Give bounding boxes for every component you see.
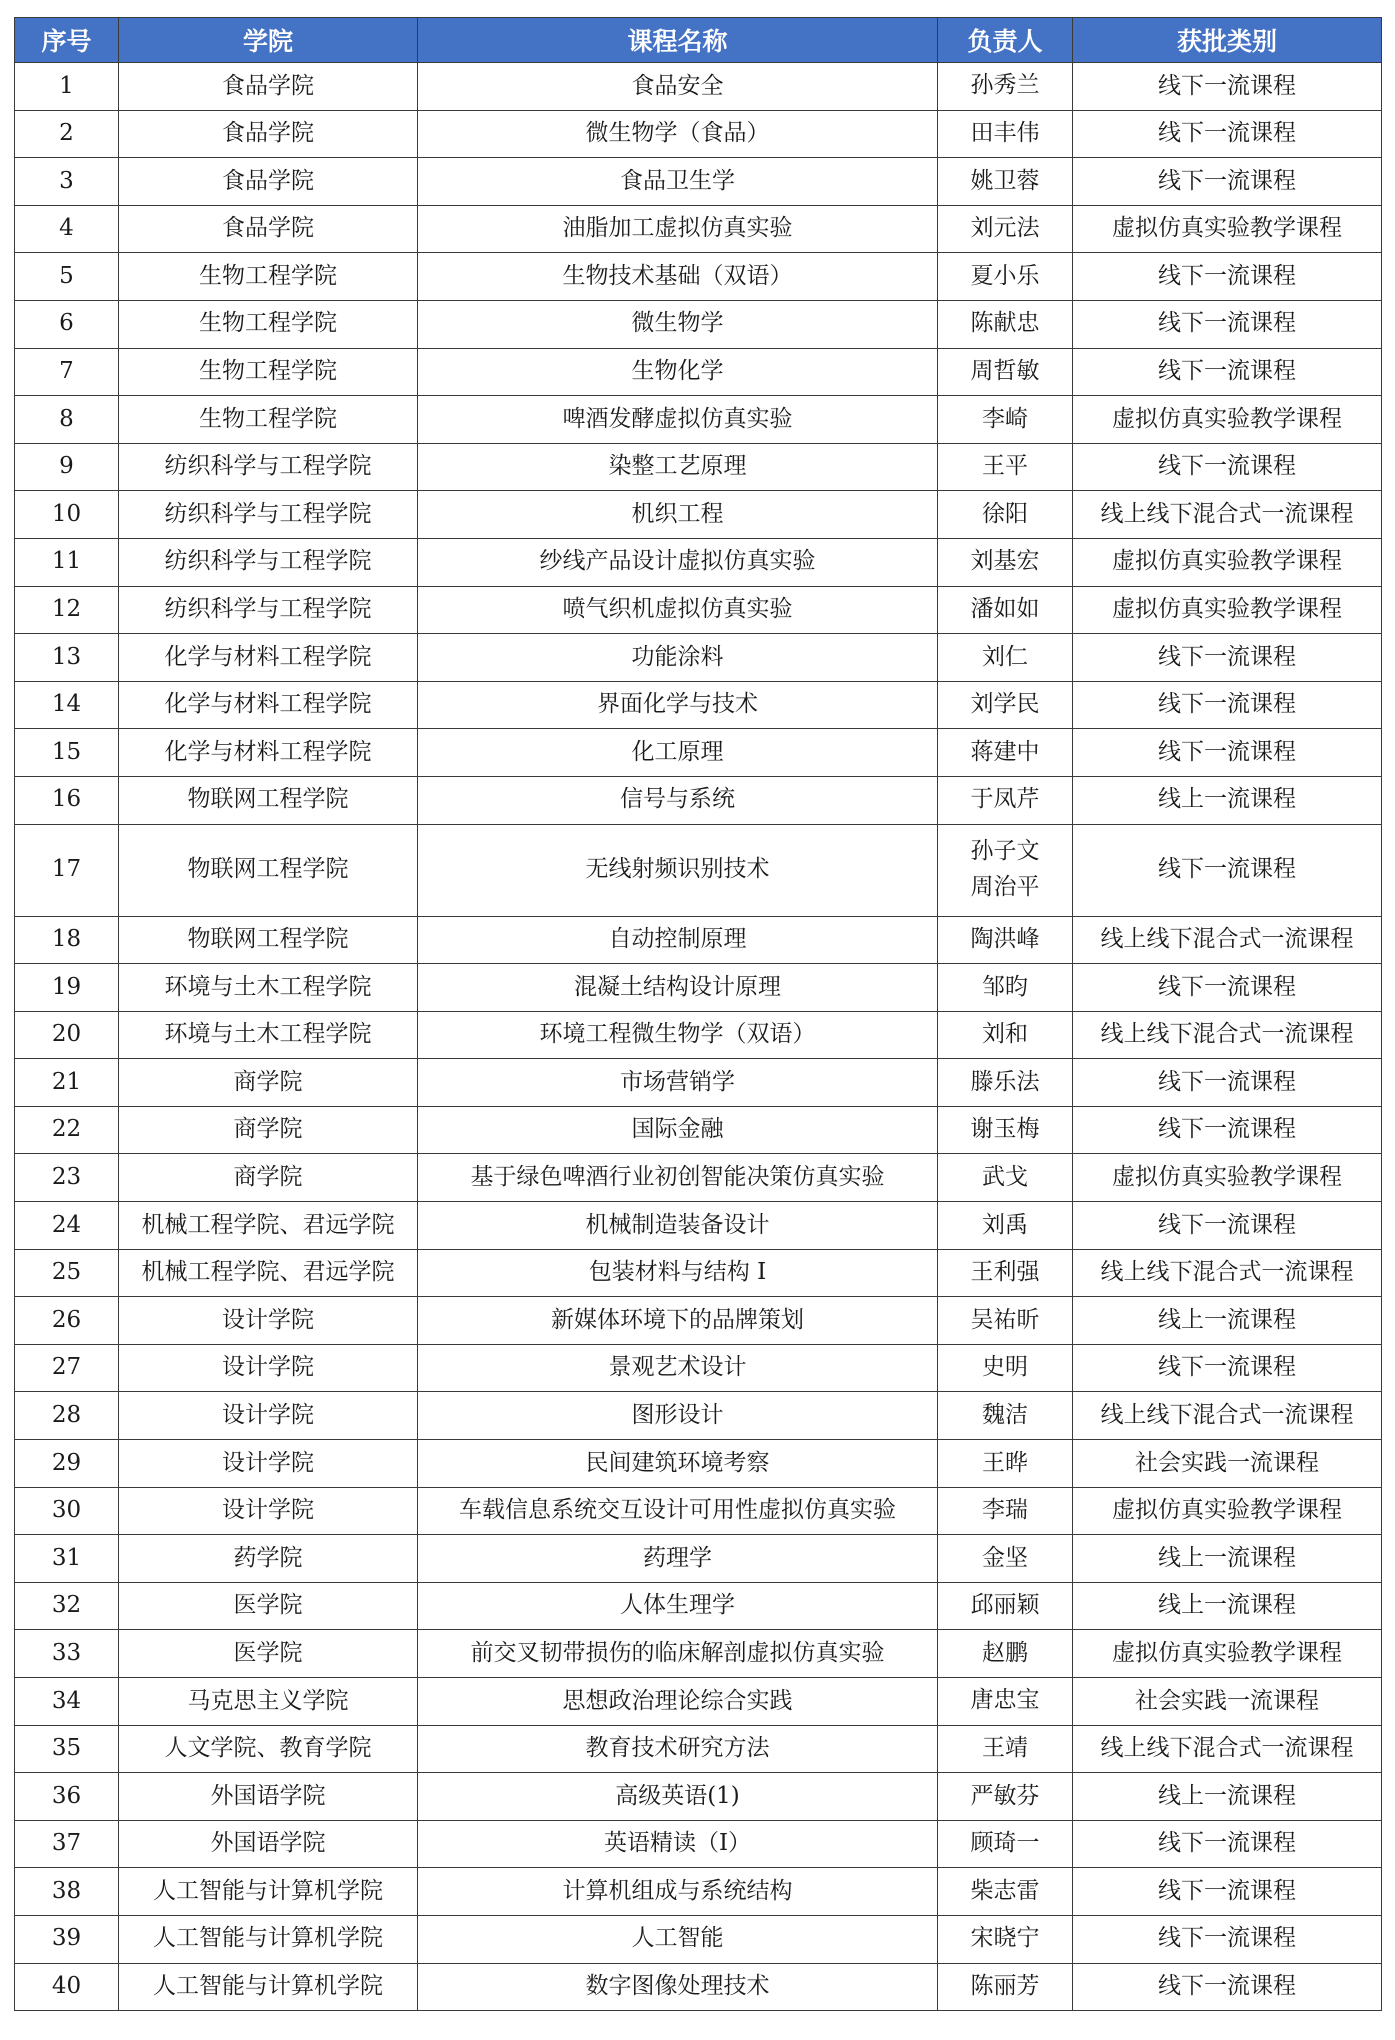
- leader-name: 蒋建中: [970, 738, 1040, 765]
- cell-college: 物联网工程学院: [119, 824, 418, 916]
- table-row: [15, 1773, 1382, 1821]
- cell-course: 生物技术基础（双语）: [418, 253, 938, 301]
- leader-name: 潘如如: [970, 596, 1040, 622]
- cell-course: 车载信息系统交互设计可用性虚拟仿真实验: [418, 1487, 938, 1535]
- table-row: [15, 1868, 1382, 1916]
- cell-index: 2: [15, 110, 119, 158]
- cell-college: 物联网工程学院: [119, 916, 418, 964]
- cell-college: 纺织科学与工程学院: [119, 586, 418, 634]
- cell-college: 化学与材料工程学院: [119, 681, 418, 729]
- table-row: [15, 634, 1382, 682]
- leader-name: 滕乐法: [970, 1068, 1040, 1095]
- cell-college: 环境与土木工程学院: [119, 964, 418, 1012]
- cell-course: 纱线产品设计虚拟仿真实验: [418, 538, 938, 586]
- header-leader: 负责人: [938, 18, 1073, 63]
- cell-leader: [938, 491, 1073, 539]
- table-row: [15, 205, 1382, 253]
- cell-college: 外国语学院: [119, 1773, 418, 1821]
- cell-index: 8: [15, 396, 119, 444]
- cell-category: 线上一流课程: [1073, 776, 1382, 824]
- leader-name: 宋晓宁: [970, 1925, 1040, 1952]
- cell-course: 计算机组成与系统结构: [418, 1868, 938, 1916]
- cell-category: 线下一流课程: [1073, 1202, 1382, 1250]
- cell-category: 线上线下混合式一流课程: [1073, 491, 1382, 539]
- cell-leader: [938, 1106, 1073, 1154]
- leader-name: 李瑞: [982, 1497, 1028, 1524]
- cell-category: 虚拟仿真实验教学课程: [1073, 1154, 1382, 1202]
- cell-category: 虚拟仿真实验教学课程: [1073, 1487, 1382, 1535]
- leader-name: 金坚: [982, 1544, 1028, 1571]
- cell-college: 物联网工程学院: [119, 776, 418, 824]
- cell-college: 生物工程学院: [119, 396, 418, 444]
- cell-leader: [938, 1487, 1073, 1535]
- cell-category: 线下一流课程: [1073, 1344, 1382, 1392]
- table-row: [15, 1249, 1382, 1297]
- cell-course: 英语精读（I）: [418, 1820, 938, 1868]
- cell-category: 线上一流课程: [1073, 1535, 1382, 1583]
- cell-leader: [938, 110, 1073, 158]
- cell-index: 25: [15, 1249, 119, 1297]
- cell-college: 化学与材料工程学院: [119, 729, 418, 777]
- cell-category: 线上线下混合式一流课程: [1073, 1725, 1382, 1773]
- cell-leader: [938, 443, 1073, 491]
- cell-leader: [938, 1725, 1073, 1773]
- cell-index: 17: [15, 824, 119, 916]
- table-row: [15, 348, 1382, 396]
- cell-leader: [938, 916, 1073, 964]
- header-category: 获批类别: [1073, 18, 1382, 63]
- cell-category: 线下一流课程: [1073, 348, 1382, 396]
- cell-course: 人体生理学: [418, 1582, 938, 1630]
- cell-index: 20: [15, 1011, 119, 1059]
- cell-leader: [938, 300, 1073, 348]
- cell-index: 27: [15, 1344, 119, 1392]
- leader-name: 邹昀: [982, 973, 1028, 1000]
- cell-course: 喷气织机虚拟仿真实验: [418, 586, 938, 634]
- cell-course: 思想政治理论综合实践: [418, 1678, 938, 1726]
- table-row: [15, 1915, 1382, 1963]
- cell-category: 线上一流课程: [1073, 1297, 1382, 1345]
- cell-category: 线下一流课程: [1073, 1106, 1382, 1154]
- cell-course: 油脂加工虚拟仿真实验: [418, 205, 938, 253]
- cell-course: 信号与系统: [418, 776, 938, 824]
- cell-category: 虚拟仿真实验教学课程: [1073, 1630, 1382, 1678]
- leader-name: 孙秀兰: [970, 72, 1040, 99]
- cell-index: 1: [15, 63, 119, 111]
- cell-college: 设计学院: [119, 1440, 418, 1488]
- cell-category: 线下一流课程: [1073, 1059, 1382, 1107]
- table-row: [15, 916, 1382, 964]
- cell-course: 生物化学: [418, 348, 938, 396]
- table-row: [15, 1059, 1382, 1107]
- cell-college: 外国语学院: [119, 1820, 418, 1868]
- cell-course: 景观艺术设计: [418, 1344, 938, 1392]
- cell-category: 虚拟仿真实验教学课程: [1073, 205, 1382, 253]
- leader-name: 周哲敏: [970, 358, 1040, 385]
- table-row: [15, 1440, 1382, 1488]
- leader-name: 刘和: [982, 1021, 1028, 1048]
- table-row: [15, 1154, 1382, 1202]
- cell-index: 15: [15, 729, 119, 777]
- table-row: [15, 491, 1382, 539]
- cell-course: 前交叉韧带损伤的临床解剖虚拟仿真实验: [418, 1630, 938, 1678]
- leader-name: 唐忠宝: [970, 1687, 1040, 1714]
- cell-leader: [938, 964, 1073, 1012]
- cell-index: 5: [15, 253, 119, 301]
- leader-name: 夏小乐: [970, 262, 1040, 289]
- cell-leader: [938, 1011, 1073, 1059]
- cell-index: 13: [15, 634, 119, 682]
- cell-course: 自动控制原理: [418, 916, 938, 964]
- leader-name: 赵鹏: [982, 1639, 1028, 1666]
- cell-course: 微生物学（食品）: [418, 110, 938, 158]
- cell-leader: [938, 1344, 1073, 1392]
- cell-category: 虚拟仿真实验教学课程: [1073, 538, 1382, 586]
- table-row: [15, 1963, 1382, 2011]
- leader-name: 魏洁: [982, 1401, 1028, 1428]
- cell-leader: [938, 1773, 1073, 1821]
- cell-college: 生物工程学院: [119, 253, 418, 301]
- cell-college: 食品学院: [119, 110, 418, 158]
- cell-category: 线下一流课程: [1073, 964, 1382, 1012]
- cell-course: 无线射频识别技术: [418, 824, 938, 916]
- cell-leader: [938, 1297, 1073, 1345]
- cell-college: 设计学院: [119, 1392, 418, 1440]
- table-row: [15, 1344, 1382, 1392]
- leader-name: 陈献忠: [970, 310, 1040, 337]
- cell-college: 食品学院: [119, 158, 418, 206]
- table-row: [15, 110, 1382, 158]
- cell-index: 28: [15, 1392, 119, 1440]
- leader-name: 刘仁: [982, 643, 1028, 670]
- leader-name: 严敏芬: [970, 1782, 1040, 1809]
- table-row: [15, 1582, 1382, 1630]
- cell-college: 纺织科学与工程学院: [119, 443, 418, 491]
- cell-college: 设计学院: [119, 1344, 418, 1392]
- cell-index: 26: [15, 1297, 119, 1345]
- cell-college: 人文学院、教育学院: [119, 1725, 418, 1773]
- cell-leader: [938, 348, 1073, 396]
- cell-leader: [938, 1915, 1073, 1963]
- cell-index: 4: [15, 205, 119, 253]
- cell-index: 37: [15, 1820, 119, 1868]
- cell-leader: [938, 1059, 1073, 1107]
- cell-leader: [938, 1820, 1073, 1868]
- cell-course: 市场营销学: [418, 1059, 938, 1107]
- cell-index: 30: [15, 1487, 119, 1535]
- leader-name: 陶洪峰: [970, 925, 1040, 952]
- table-row: [15, 538, 1382, 586]
- cell-college: 食品学院: [119, 63, 418, 111]
- cell-index: 24: [15, 1202, 119, 1250]
- cell-category: 线下一流课程: [1073, 443, 1382, 491]
- cell-leader: [938, 1535, 1073, 1583]
- cell-category: 线下一流课程: [1073, 63, 1382, 111]
- cell-leader: [938, 681, 1073, 729]
- table-row: [15, 1202, 1382, 1250]
- cell-category: 虚拟仿真实验教学课程: [1073, 396, 1382, 444]
- table-row: [15, 1678, 1382, 1726]
- cell-leader: [938, 1630, 1073, 1678]
- leader-name: 姚卫蓉: [970, 167, 1040, 194]
- cell-category: 线下一流课程: [1073, 681, 1382, 729]
- cell-college: 商学院: [119, 1106, 418, 1154]
- cell-course: 包装材料与结构 I: [418, 1249, 938, 1297]
- cell-college: 生物工程学院: [119, 300, 418, 348]
- cell-index: 12: [15, 586, 119, 634]
- cell-college: 环境与土木工程学院: [119, 1011, 418, 1059]
- leader-name: 陈丽芳: [970, 1973, 1040, 2000]
- cell-index: 14: [15, 681, 119, 729]
- cell-college: 食品学院: [119, 205, 418, 253]
- leader-name: 刘学民: [970, 691, 1040, 718]
- cell-category: 线下一流课程: [1073, 253, 1382, 301]
- table-row: [15, 964, 1382, 1012]
- table-row: [15, 681, 1382, 729]
- cell-category: 线上一流课程: [1073, 1582, 1382, 1630]
- leader-name: 王靖: [982, 1735, 1028, 1762]
- table-row: [15, 1487, 1382, 1535]
- cell-index: 6: [15, 300, 119, 348]
- cell-course: 新媒体环境下的品牌策划: [418, 1297, 938, 1345]
- cell-course: 机织工程: [418, 491, 938, 539]
- cell-index: 38: [15, 1868, 119, 1916]
- cell-index: 10: [15, 491, 119, 539]
- cell-leader: [938, 586, 1073, 634]
- cell-course: 基于绿色啤酒行业初创智能决策仿真实验: [418, 1154, 938, 1202]
- cell-course: 化工原理: [418, 729, 938, 777]
- cell-course: 民间建筑环境考察: [418, 1440, 938, 1488]
- cell-category: 线上线下混合式一流课程: [1073, 1011, 1382, 1059]
- cell-index: 35: [15, 1725, 119, 1773]
- header-course: 课程名称: [418, 18, 938, 63]
- header-index: 序号: [15, 18, 119, 63]
- table-row: [15, 253, 1382, 301]
- cell-course: 食品卫生学: [418, 158, 938, 206]
- cell-category: 线下一流课程: [1073, 729, 1382, 777]
- cell-category: 线下一流课程: [1073, 1868, 1382, 1916]
- cell-college: 生物工程学院: [119, 348, 418, 396]
- cell-leader: [938, 1963, 1073, 2011]
- table-row: [15, 63, 1382, 111]
- cell-index: 23: [15, 1154, 119, 1202]
- table-row: [15, 824, 1382, 916]
- cell-leader: [938, 1868, 1073, 1916]
- leader-name: 于凤芹: [970, 786, 1040, 813]
- cell-index: 29: [15, 1440, 119, 1488]
- cell-category: 虚拟仿真实验教学课程: [1073, 586, 1382, 634]
- cell-college: 商学院: [119, 1059, 418, 1107]
- leader-name: 王平: [982, 453, 1028, 480]
- cell-index: 21: [15, 1059, 119, 1107]
- cell-course: 微生物学: [418, 300, 938, 348]
- cell-course: 人工智能: [418, 1915, 938, 1963]
- header-row: [15, 18, 1382, 63]
- cell-college: 人工智能与计算机学院: [119, 1915, 418, 1963]
- cell-course: 教育技术研究方法: [418, 1725, 938, 1773]
- cell-course: 药理学: [418, 1535, 938, 1583]
- cell-leader: [938, 158, 1073, 206]
- cell-college: 人工智能与计算机学院: [119, 1963, 418, 2011]
- cell-index: 19: [15, 964, 119, 1012]
- table-row: [15, 1725, 1382, 1773]
- cell-category: 线下一流课程: [1073, 1915, 1382, 1963]
- cell-college: 商学院: [119, 1154, 418, 1202]
- cell-index: 36: [15, 1773, 119, 1821]
- cell-college: 化学与材料工程学院: [119, 634, 418, 682]
- leader-name: 周治平: [970, 874, 1040, 900]
- leader-name: 史明: [982, 1354, 1028, 1381]
- cell-index: 16: [15, 776, 119, 824]
- cell-leader: [938, 1440, 1073, 1488]
- leader-name: 谢玉梅: [970, 1116, 1040, 1143]
- table-row: [15, 1392, 1382, 1440]
- leader-name: 孙子文: [970, 838, 1040, 865]
- cell-course: 图形设计: [418, 1392, 938, 1440]
- cell-course: 机械制造装备设计: [418, 1202, 938, 1250]
- table-row: [15, 158, 1382, 206]
- cell-category: 线上线下混合式一流课程: [1073, 1249, 1382, 1297]
- table-row: [15, 729, 1382, 777]
- leader-name: 王晔: [982, 1449, 1028, 1476]
- table-row: [15, 1011, 1382, 1059]
- leader-name: 顾琦一: [970, 1830, 1040, 1857]
- course-table: [14, 17, 1382, 2011]
- cell-course: 环境工程微生物学（双语）: [418, 1011, 938, 1059]
- leader-name: 刘禹: [982, 1211, 1028, 1238]
- cell-index: 40: [15, 1963, 119, 2011]
- cell-course: 啤酒发酵虚拟仿真实验: [418, 396, 938, 444]
- leader-name: 李崎: [982, 405, 1028, 432]
- cell-index: 3: [15, 158, 119, 206]
- cell-category: 线下一流课程: [1073, 824, 1382, 916]
- cell-leader: [938, 729, 1073, 777]
- cell-category: 社会实践一流课程: [1073, 1678, 1382, 1726]
- table-row: [15, 1535, 1382, 1583]
- cell-leader: [938, 634, 1073, 682]
- cell-college: 设计学院: [119, 1297, 418, 1345]
- cell-leader: [938, 1392, 1073, 1440]
- leader-name: 刘元法: [970, 215, 1040, 242]
- cell-index: 22: [15, 1106, 119, 1154]
- cell-course: 数字图像处理技术: [418, 1963, 938, 2011]
- cell-leader: [938, 253, 1073, 301]
- cell-index: 34: [15, 1678, 119, 1726]
- cell-category: 线下一流课程: [1073, 300, 1382, 348]
- cell-course: 高级英语(1): [418, 1773, 938, 1821]
- cell-leader: [938, 1154, 1073, 1202]
- cell-index: 39: [15, 1915, 119, 1963]
- cell-category: 线下一流课程: [1073, 158, 1382, 206]
- leader-name: 徐阳: [982, 500, 1028, 527]
- leader-name: 刘基宏: [970, 548, 1040, 575]
- cell-index: 18: [15, 916, 119, 964]
- cell-index: 33: [15, 1630, 119, 1678]
- cell-category: 线下一流课程: [1073, 110, 1382, 158]
- cell-category: 社会实践一流课程: [1073, 1440, 1382, 1488]
- cell-course: 食品安全: [418, 63, 938, 111]
- cell-course: 染整工艺原理: [418, 443, 938, 491]
- table-header: [15, 18, 1382, 63]
- table-row: [15, 1106, 1382, 1154]
- table-row: [15, 300, 1382, 348]
- cell-college: 纺织科学与工程学院: [119, 491, 418, 539]
- cell-index: 7: [15, 348, 119, 396]
- cell-category: 线下一流课程: [1073, 1820, 1382, 1868]
- cell-college: 纺织科学与工程学院: [119, 538, 418, 586]
- cell-college: 机械工程学院、君远学院: [119, 1249, 418, 1297]
- cell-leader: [938, 1249, 1073, 1297]
- cell-leader: [938, 396, 1073, 444]
- cell-category: 线上线下混合式一流课程: [1073, 1392, 1382, 1440]
- leader-name: 邱丽颖: [970, 1592, 1040, 1619]
- cell-index: 31: [15, 1535, 119, 1583]
- table-row: [15, 443, 1382, 491]
- cell-college: 人工智能与计算机学院: [119, 1868, 418, 1916]
- table-body: [15, 63, 1382, 2011]
- cell-course: 功能涂料: [418, 634, 938, 682]
- cell-category: 线下一流课程: [1073, 634, 1382, 682]
- table-row: [15, 396, 1382, 444]
- cell-index: 32: [15, 1582, 119, 1630]
- header-college: 学院: [119, 18, 418, 63]
- leader-name: 武戈: [982, 1163, 1028, 1190]
- cell-college: 设计学院: [119, 1487, 418, 1535]
- cell-college: 药学院: [119, 1535, 418, 1583]
- table-row: [15, 586, 1382, 634]
- leader-name: 王利强: [970, 1259, 1040, 1286]
- cell-category: 线下一流课程: [1073, 1963, 1382, 2011]
- cell-leader: [938, 824, 1073, 916]
- leader-name: 田丰伟: [970, 120, 1040, 147]
- cell-leader: [938, 1202, 1073, 1250]
- cell-leader: [938, 63, 1073, 111]
- cell-course: 混凝土结构设计原理: [418, 964, 938, 1012]
- cell-leader: [938, 205, 1073, 253]
- table-row: [15, 1297, 1382, 1345]
- cell-course: 界面化学与技术: [418, 681, 938, 729]
- leader-name: 柴志雷: [970, 1877, 1040, 1904]
- leader-name: 吴祐昕: [970, 1306, 1040, 1333]
- cell-course: 国际金融: [418, 1106, 938, 1154]
- table-row: [15, 776, 1382, 824]
- cell-index: 11: [15, 538, 119, 586]
- cell-leader: [938, 1582, 1073, 1630]
- cell-category: 线上一流课程: [1073, 1773, 1382, 1821]
- cell-leader: [938, 1678, 1073, 1726]
- cell-college: 医学院: [119, 1630, 418, 1678]
- cell-category: 线上线下混合式一流课程: [1073, 916, 1382, 964]
- cell-college: 医学院: [119, 1582, 418, 1630]
- table-row: [15, 1820, 1382, 1868]
- cell-college: 机械工程学院、君远学院: [119, 1202, 418, 1250]
- cell-index: 9: [15, 443, 119, 491]
- cell-college: 马克思主义学院: [119, 1678, 418, 1726]
- table-row: [15, 1630, 1382, 1678]
- cell-leader: [938, 538, 1073, 586]
- cell-leader: [938, 776, 1073, 824]
